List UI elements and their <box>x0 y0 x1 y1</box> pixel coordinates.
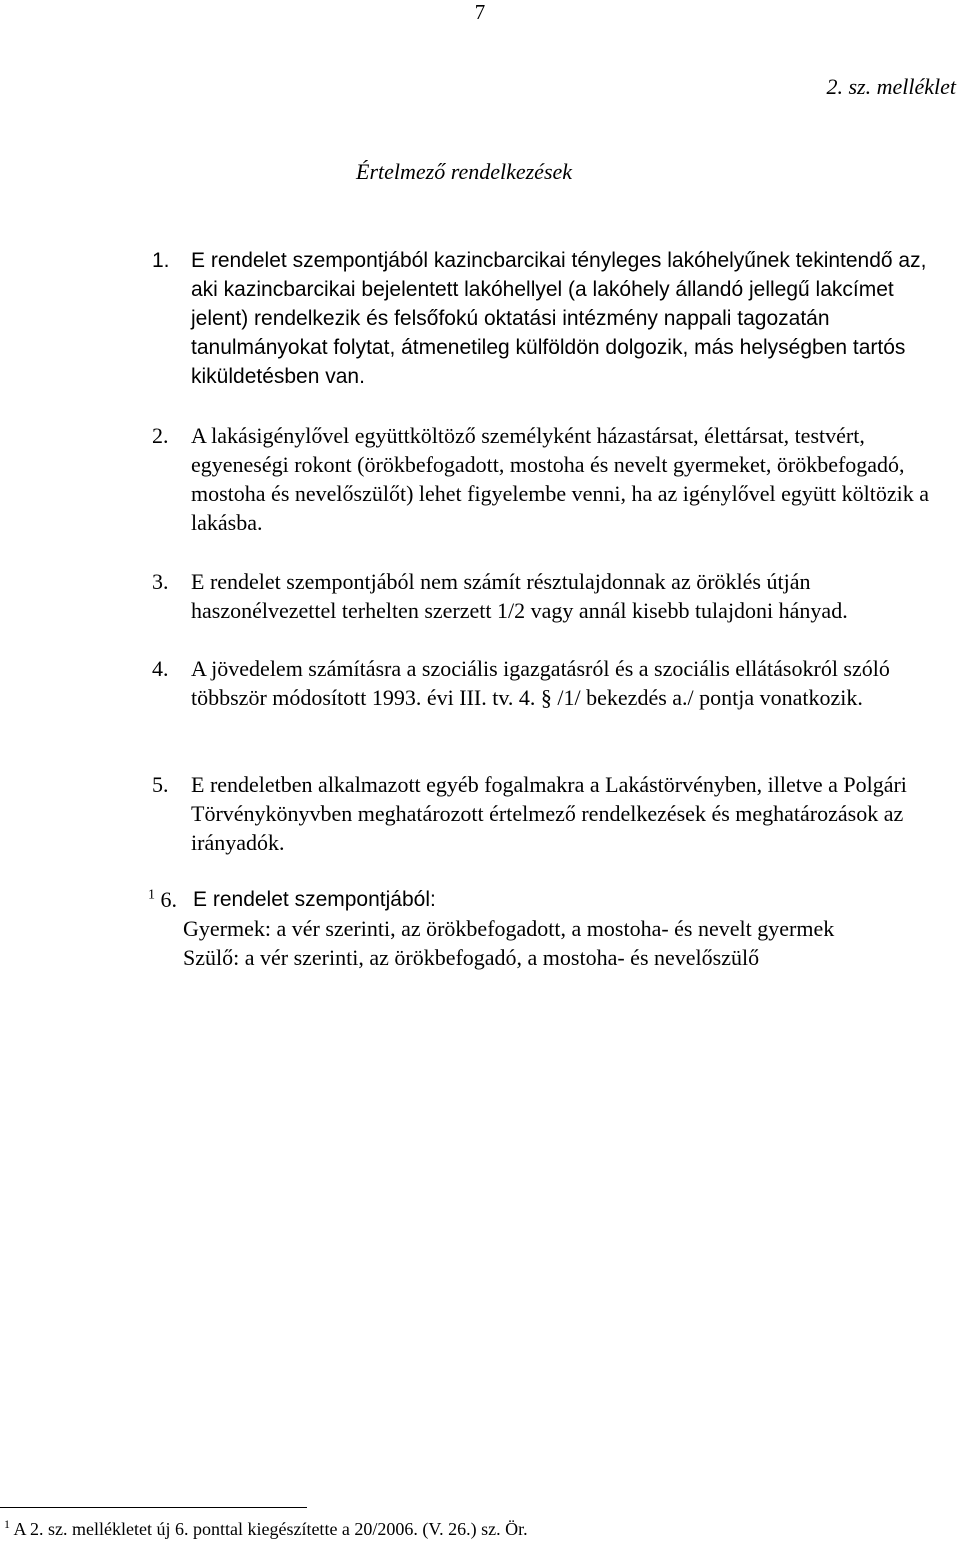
item-text-1: E rendelet szempontjából kazincbarcikai tényleges lakóhelyűnek tekintendő az, aki kazincbarcikai bejelentett lakóhellyel (a lakóhely állandó jellegű lakcímet jelent) rendelkezik és felsőfokú oktatási intézmény nappali tagozatán tanulmányokat folytat, átmenetileg külföldön dolgozik, más helységben tartós kiküldetésben van. <box>191 249 927 388</box>
item-number-3: 3. <box>152 569 169 594</box>
section-title: Értelmező rendelkezések <box>356 159 573 184</box>
annex-label: 2. sz. melléklet <box>826 74 956 99</box>
item-number-1: 1. <box>152 249 170 272</box>
item-number-4: 4. <box>152 656 169 681</box>
footnote-marker: 1 <box>4 1517 10 1531</box>
item-text-6-heading: E rendelet szempontjából: <box>193 888 436 911</box>
item-text-5: E rendeletben alkalmazott egyéb fogalmakra a Lakástörvényben, illetve a Polgári Törvénykönyvben meghatározott értelmező rendelkezések és meghatározások az irányadók. <box>191 772 907 855</box>
definition-szulo: Szülő: a vér szerinti, az örökbefogadó, a mostoha- és nevelőszülő <box>183 945 760 970</box>
footnote <box>4 1518 528 1540</box>
item-number-2: 2. <box>152 423 169 448</box>
page-number: 7 <box>474 0 486 24</box>
item-number-6-label: 6. <box>160 887 177 912</box>
item-number-6 <box>148 885 177 914</box>
item-number-5: 5. <box>152 772 169 797</box>
footnote-text: A 2. sz. mellékletet új 6. ponttal kiegészítette a 20/2006. (V. 26.) sz. Ör. <box>13 1519 528 1539</box>
footnote-separator <box>0 1507 307 1508</box>
definition-gyermek: Gyermek: a vér szerinti, az örökbefogadott, a mostoha- és nevelt gyermek <box>183 916 835 941</box>
footnote-ref-marker[interactable]: 1 <box>148 887 155 903</box>
item-text-4: A jövedelem számításra a szociális igazgatásról és a szociális ellátásokról szóló többször módosított 1993. évi III. tv. 4. § /1/ bekezdés a./ pontja vonatkozik. <box>191 656 890 710</box>
item-text-2: A lakásigénylővel együttköltöző személyként házastársat, élettársat, testvért, egyeneségi rokont (örökbefogadott, mostoha és nevelt gyermeket, örökbefogadó, mostoha és nevelőszülőt) lehet figyelembe venni, ha az igénylővel együtt költözik a lakásba. <box>191 423 929 535</box>
item-text-3: E rendelet szempontjából nem számít résztulajdonnak az öröklés útján haszonélvezettel terhelten szerzett 1/2 vagy annál kisebb tulajdoni hányad. <box>191 569 848 623</box>
